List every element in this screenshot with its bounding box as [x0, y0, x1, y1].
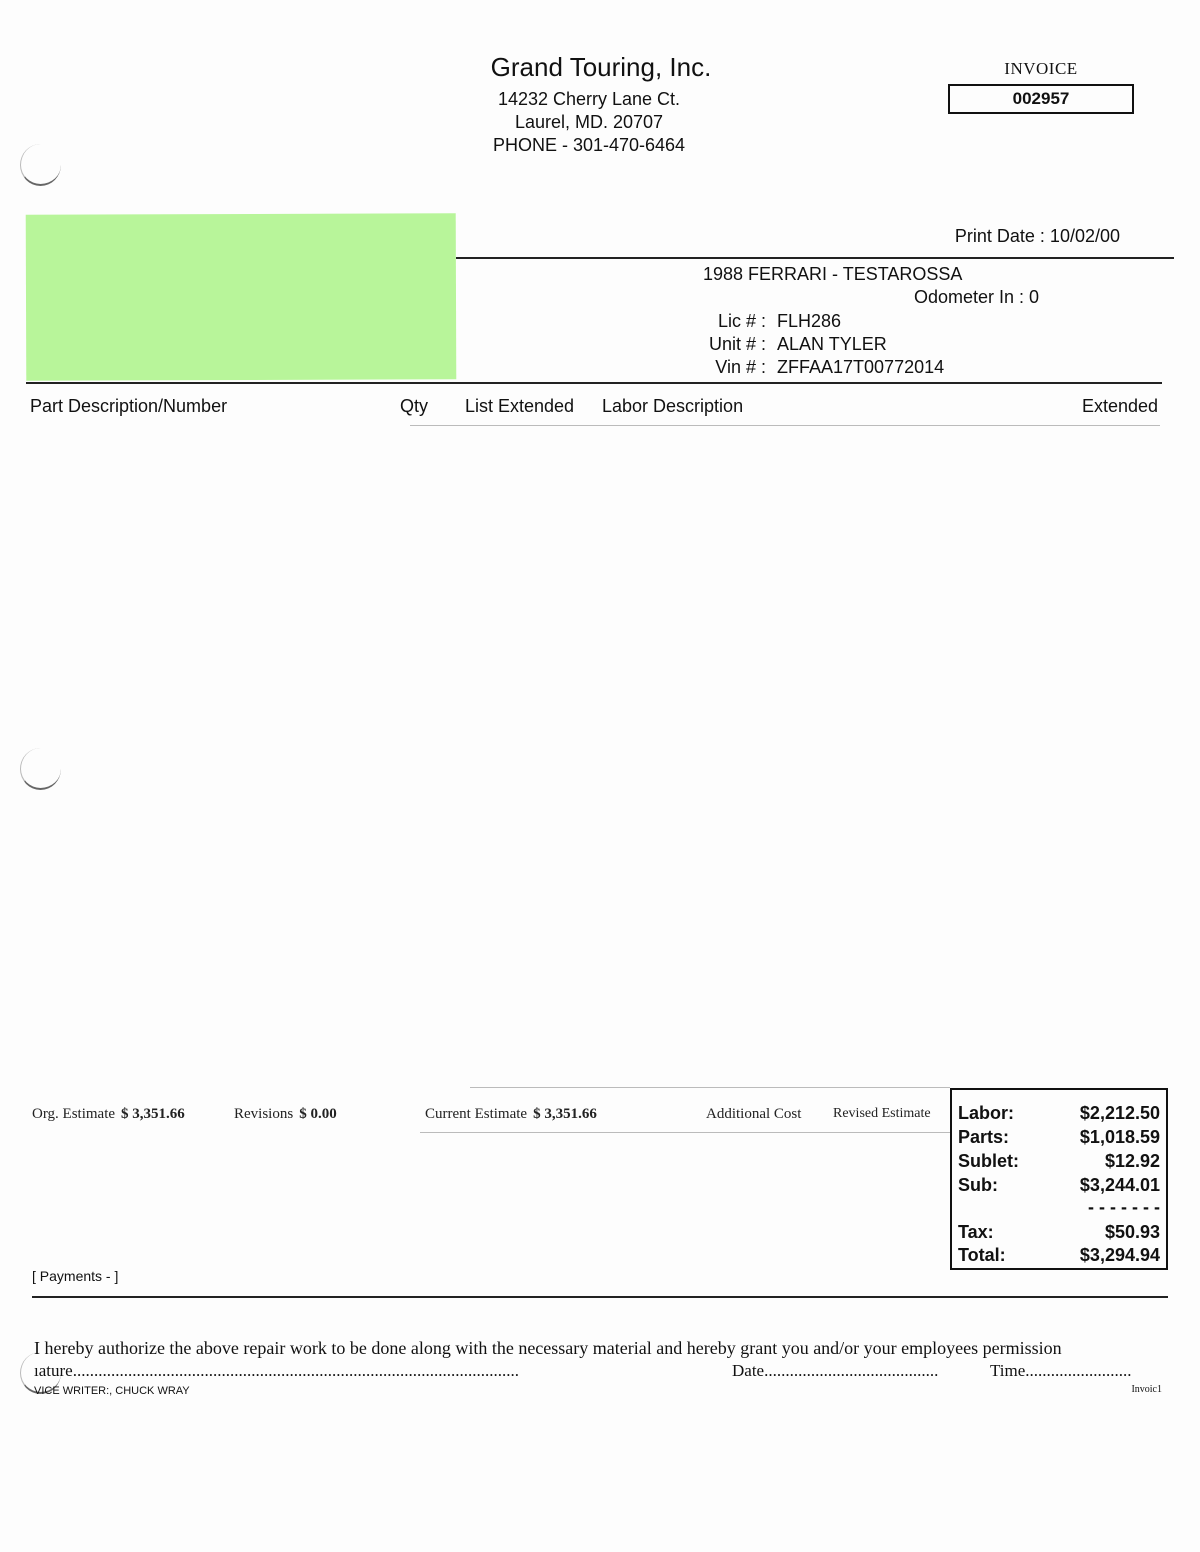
col-qty: Qty — [400, 396, 429, 416]
grand-total-label: Total: — [958, 1245, 1006, 1265]
signature-field: ıature......................................................................................................... — [34, 1361, 519, 1380]
column-header-rule — [410, 425, 1160, 426]
redacted-customer-info — [26, 213, 457, 380]
col-part-description: Part Description/Number — [30, 396, 228, 416]
odometer-reading: Odometer In : 0 — [914, 287, 1040, 307]
signature-line — [34, 1361, 1158, 1381]
lic-value: FLH286 — [777, 311, 842, 331]
parts-total-value: $1,018.59 — [1079, 1127, 1160, 1147]
revisions-value: $ 0.00 — [299, 1106, 337, 1122]
company-name: Grand Touring, Inc. — [490, 52, 712, 82]
invoice-label: INVOICE — [1004, 59, 1078, 78]
company-phone: PHONE - 301-470-6464 — [492, 135, 686, 155]
company-address2: Laurel, MD. 20707 — [514, 112, 664, 132]
unit-value: ALAN TYLER — [777, 334, 887, 354]
vin-value: ZFFAA17T00772014 — [777, 357, 945, 377]
col-list-extended: List Extended — [465, 396, 575, 416]
org-estimate-value: $ 3,351.66 — [121, 1106, 185, 1122]
vin-label: Vin # : — [715, 357, 766, 377]
punch-hole-middle — [20, 748, 61, 790]
estimate-bottom-rule — [420, 1132, 950, 1133]
sub-total-label: Sub: — [958, 1175, 998, 1195]
parts-total-label: Parts: — [958, 1127, 1010, 1147]
lic-row — [700, 310, 841, 333]
vehicle-bottom-rule — [26, 382, 1162, 384]
sublet-total-label: Sublet: — [958, 1151, 1019, 1171]
sublet-total-value: $12.92 — [1104, 1151, 1160, 1171]
print-date: Print Date : 10/02/00 — [954, 226, 1120, 246]
labor-total-label: Labor: — [958, 1103, 1014, 1123]
time-field: Time......................... — [990, 1361, 1132, 1380]
payments-line: [ Payments - ] — [32, 1268, 119, 1284]
invoice-number: 002957 — [948, 84, 1134, 114]
grand-total-value: $3,294.94 — [1079, 1245, 1160, 1265]
vehicle-title: 1988 FERRARI - TESTAROSSA — [703, 264, 963, 284]
org-estimate-label: Org. Estimate — [32, 1106, 116, 1122]
revised-estimate-label: Revised Estimate — [833, 1106, 931, 1121]
additional-cost-label: Additional Cost — [706, 1106, 802, 1122]
estimate-top-rule — [470, 1087, 950, 1088]
authorization-text: I hereby authorize the above repair work to be done along with the necessary material and hereby grant you and/or your employees permission — [34, 1338, 1062, 1358]
org-estimate — [32, 1106, 185, 1123]
unit-label: Unit # : — [708, 334, 766, 354]
form-id: Invoic1 — [1131, 1384, 1162, 1395]
current-estimate — [425, 1106, 597, 1123]
current-estimate-label: Current Estimate — [425, 1106, 528, 1122]
footer-rule — [32, 1296, 1168, 1298]
tax-total-label: Tax: — [958, 1222, 994, 1242]
labor-total-value: $2,212.50 — [1079, 1103, 1160, 1123]
lic-label: Lic # : — [717, 311, 766, 331]
col-labor-description: Labor Description — [602, 396, 744, 416]
top-rule — [456, 257, 1174, 259]
revisions-label: Revisions — [234, 1106, 294, 1122]
totals-box — [950, 1088, 1168, 1270]
col-extended: Extended — [1081, 396, 1158, 416]
service-writer: VICE WRITER:, CHUCK WRAY — [34, 1385, 190, 1397]
revisions — [234, 1106, 337, 1123]
current-estimate-value: $ 3,351.66 — [533, 1106, 597, 1122]
vin-row — [700, 356, 944, 379]
date-field: Date......................................... — [732, 1361, 939, 1380]
separator-dashes: - - - - - - - — [1088, 1197, 1160, 1217]
tax-total-value: $50.93 — [1104, 1222, 1160, 1242]
sub-total-value: $3,244.01 — [1079, 1175, 1160, 1195]
company-address1: 14232 Cherry Lane Ct. — [497, 89, 681, 109]
unit-row — [700, 333, 887, 356]
